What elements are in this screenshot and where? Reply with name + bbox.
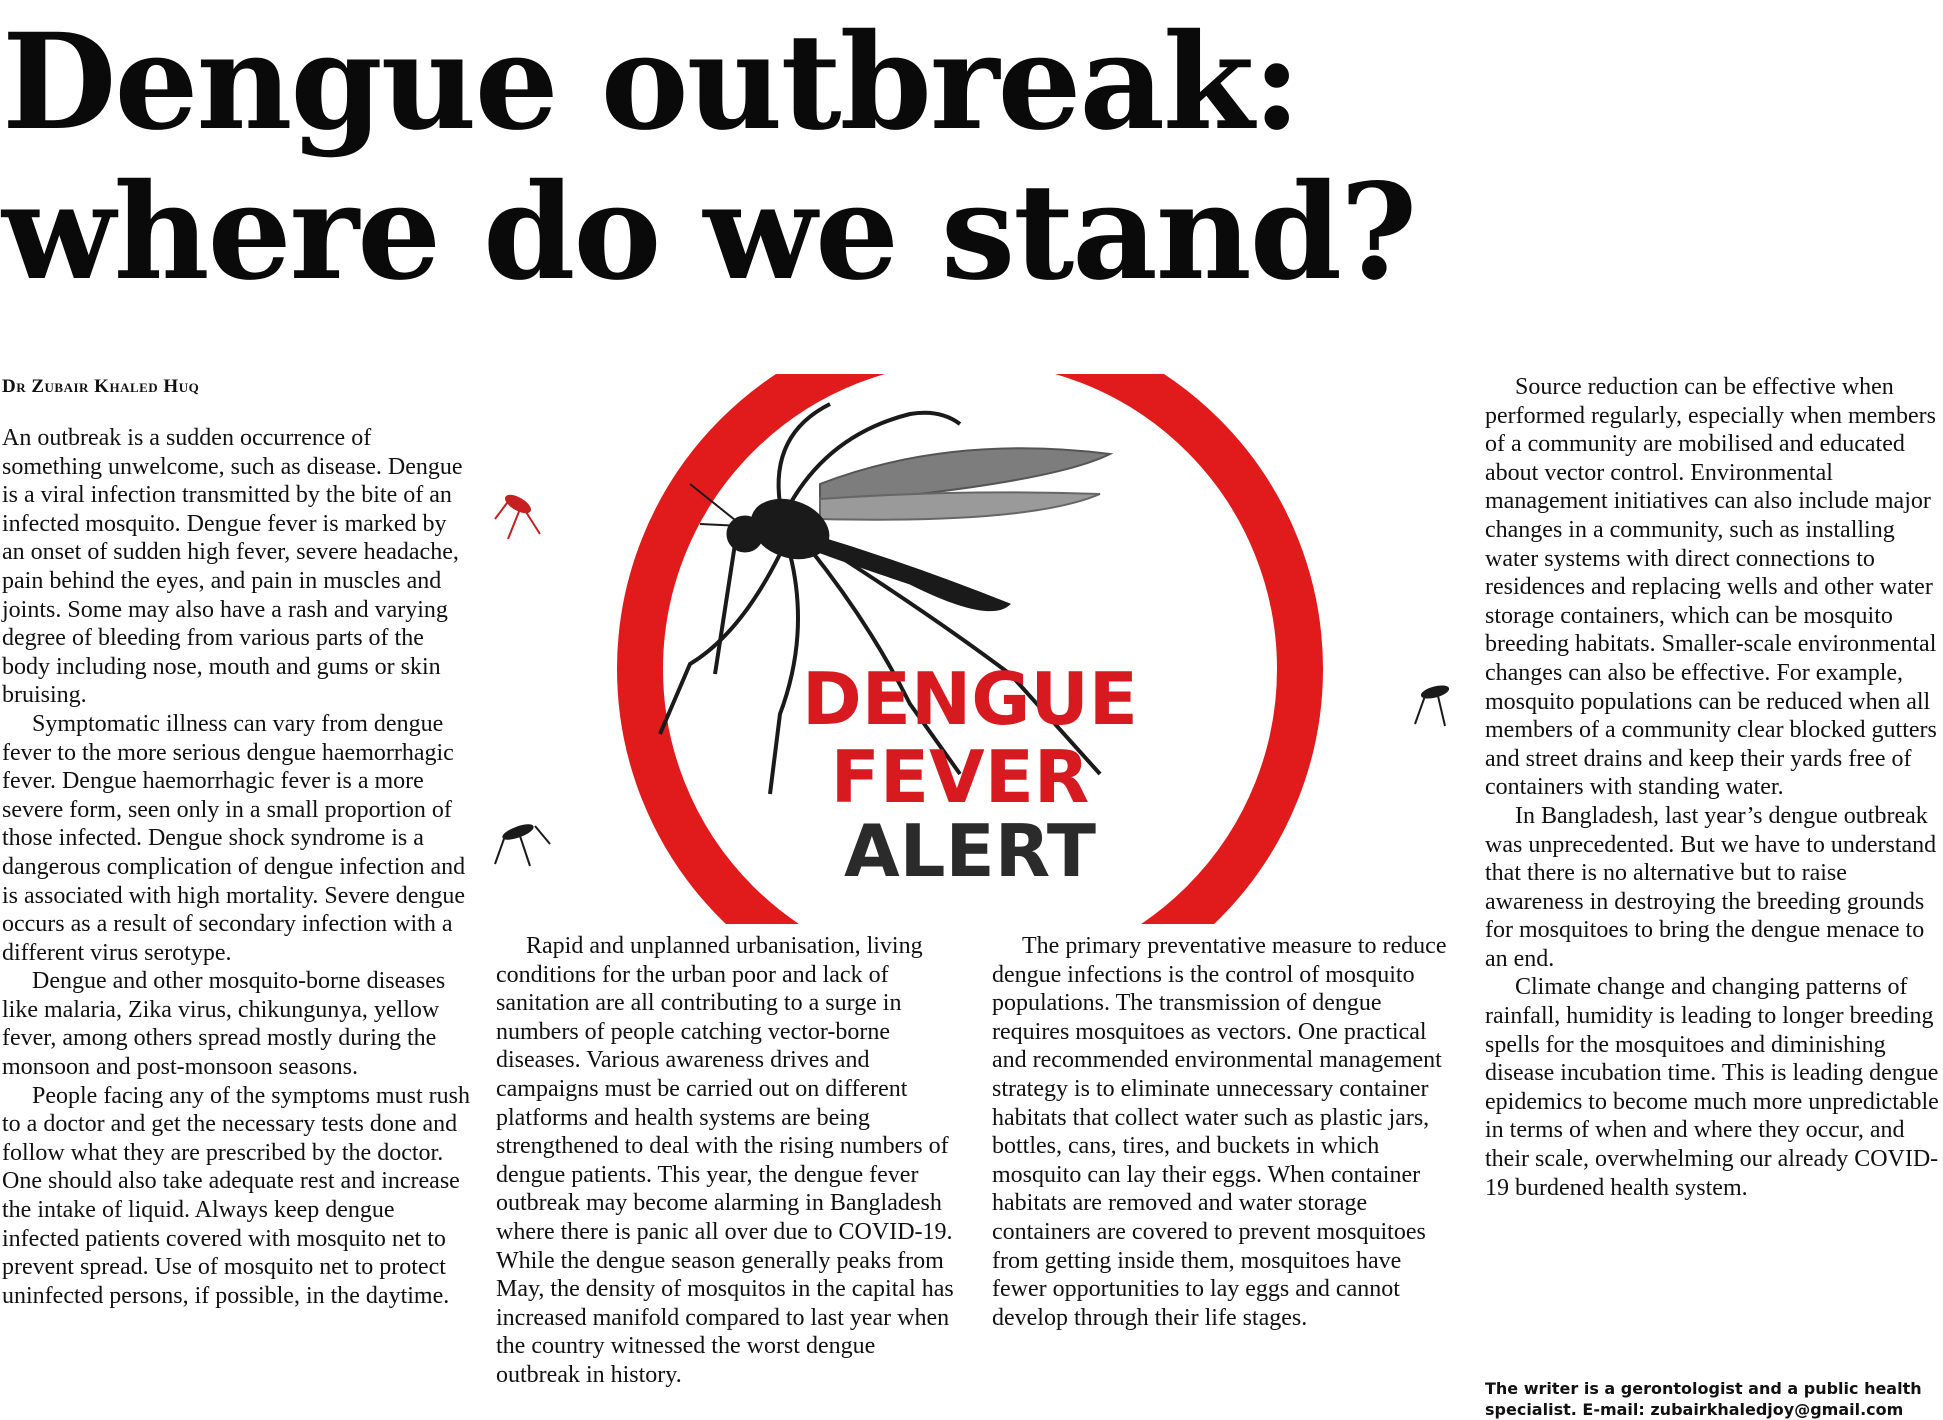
alert-line-alert: ALERT: [843, 809, 1097, 893]
dengue-alert-graphic: [490, 374, 1450, 924]
paragraph: Climate change and changing patterns of rainfall, humidity is leading to longer breeding spells for the mosquitoes and diminishing disease incubation time. This is leading dengue epidemics to become much more unpredictable in terms of when and where they occur, and their scale, overwhelming our already COVID-19 burdened health system.: [1485, 974, 1939, 1201]
article-column-1: [2, 424, 470, 1310]
small-mosquito-icon: [1415, 684, 1450, 726]
byline: Dr Zubair Khaled Huq: [2, 376, 200, 397]
paragraph: Source reduction can be effective when performed regularly, especially when members of a community are mobilised and educated about vector control. Environmental management initiatives can also include major changes in a community, such as installing water systems with direct connections to residences and replacing wells and other water storage containers, which can be mosquito breeding habitats. Smaller-scale environmental changes can also be effective. For example, mosquito populations can be reduced when all members of a community clear blocked gutters and street drains and keep their yards free of containers with standing water.: [1485, 374, 1937, 801]
paragraph: In Bangladesh, last year’s dengue outbreak was unprecedented. But we have to understand that there is no alternative but to raise awareness in destroying the breeding grounds for mosquitoes to bring the dengue menace to an end.: [1485, 802, 1937, 972]
paragraph: Symptomatic illness can vary from dengue fever to the more serious dengue haemorrhagic fever. Dengue haemorrhagic fever is a more severe form, seen only in a small proportion of those infected. Dengue shock syndrome is a dangerous complication of dengue infection and is associated with high mortality. Severe dengue occurs as a result of secondary infection with a different virus serotype.: [2, 710, 466, 966]
paragraph: The primary preventative measure to reduce dengue infections is the control of mosquito populations. The transmission of dengue requires mosquitoes as vectors. One practical and recommended environmental management strategy is to eliminate unnecessary container habitats that collect water such as plastic jars, bottles, cans, tires, and buckets in which mosquito can lay their eggs. When container habitats are removed and water storage containers are covered to prevent mosquitoes from getting inside them, mosquitoes have fewer opportunities to lay eggs and cannot develop through their life stages.: [992, 933, 1447, 1331]
paragraph: Rapid and unplanned urbanisation, living conditions for the urban poor and lack of sanitation are all contributing to a surge in numbers of people catching vector-borne diseases. Various awareness drives and campaigns must be carried out on different platforms and health systems are being strengthened to deal with the rising numbers of dengue patients. This year, the dengue fever outbreak may become alarming in Bangladesh where there is panic all over due to COVID-19. While the dengue season generally peaks from May, the density of mosquitos in the capital has increased manifold compared to last year when the country witnessed the worst dengue outbreak in history.: [496, 933, 954, 1388]
article-column-4: [1485, 373, 1943, 1202]
author-footnote: The writer is a gerontologist and a public health specialist. E-mail: zubairkhaledjoy@gmail.com: [1485, 1379, 1922, 1419]
alert-line-fever: FEVER: [830, 735, 1090, 819]
article-column-3: [992, 932, 1454, 1332]
headline: [2, 5, 1482, 310]
headline-line-2: where do we stand?: [2, 155, 1416, 310]
small-mosquito-icon: [495, 822, 550, 866]
dengue-alert-svg: [490, 374, 1450, 924]
paragraph: An outbreak is a sudden occurrence of something unwelcome, such as disease. Dengue is a viral infection transmitted by the bite of an infected mosquito. Dengue fever is marked by an onset of sudden high fever, severe headache, pain behind the eyes, and pain in muscles and joints. Some may also have a rash and varying degree of bleeding from various parts of the body including nose, mouth and gums or skin bruising.: [2, 425, 463, 709]
paragraph: Dengue and other mosquito-borne diseases like malaria, Zika virus, chikungunya, yellow fever, among others spread mostly during the monsoon and post-monsoon seasons.: [2, 968, 446, 1081]
headline-line-1: Dengue outbreak:: [2, 5, 1300, 160]
small-mosquito-icon: [495, 492, 540, 539]
article-column-2: [496, 932, 964, 1390]
alert-line-dengue: DENGUE: [802, 657, 1138, 741]
paragraph: People facing any of the symptoms must rush to a doctor and get the necessary tests done and follow what they are prescribed by the doctor. One should also take adequate rest and increase the intake of liquid. Always keep dengue infected patients covered with mosquito net to prevent spread. Use of mosquito net to protect uninfected persons, if possible, in the daytime.: [2, 1082, 470, 1309]
